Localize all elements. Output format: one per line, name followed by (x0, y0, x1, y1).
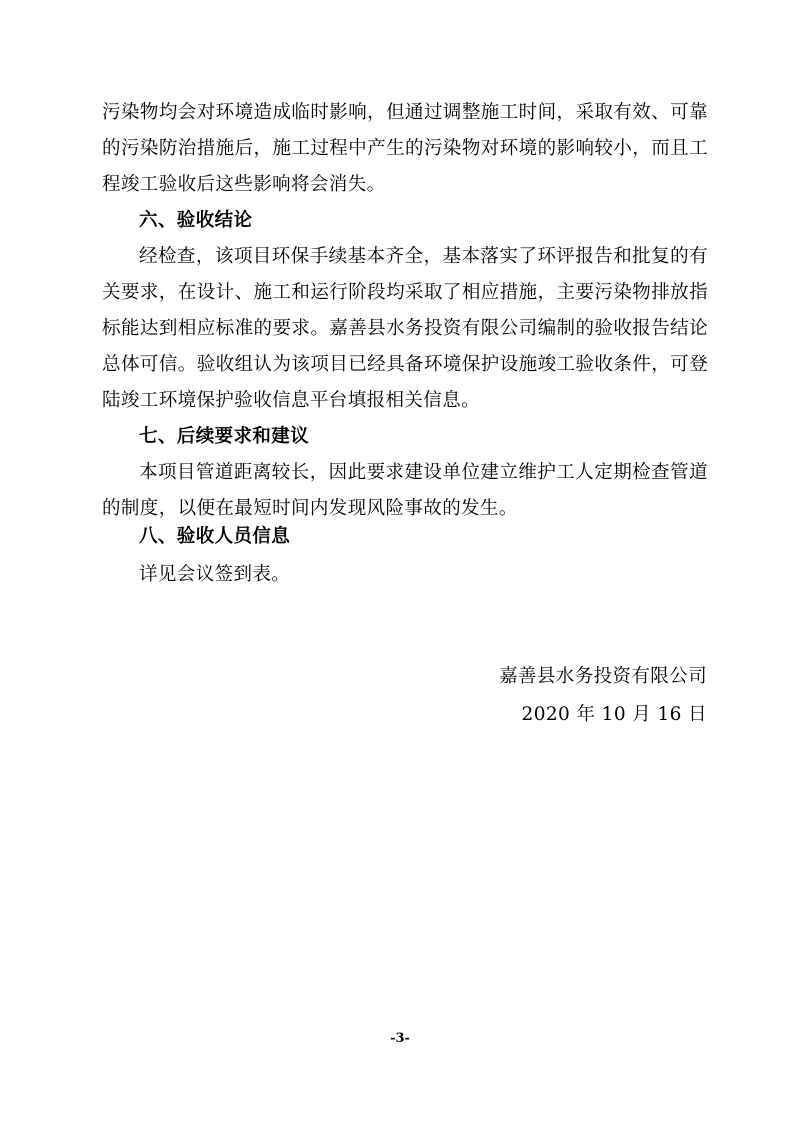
section-8-heading: 八、验收人员信息 (139, 526, 291, 547)
signature-date: 2020 年 10 月 16 日 (521, 704, 707, 725)
section-7-body: 本项目管道距离较长，因此要求建设单位建立维护工人定期检查管道的制度，以便在最短时间内发现风险事故的发生。 (102, 462, 708, 519)
section-7-heading: 七、后续要求和建议 (139, 426, 310, 447)
signature-organization: 嘉善县水务投资有限公司 (499, 666, 707, 687)
intro-paragraph: 污染物均会对环境造成临时影响，但通过调整施工时间，采取有效、可靠的污染防治措施后，施工过程中产生的污染物对环境的影响较小，而且工程竣工验收后这些影响将会消失。 (102, 102, 708, 195)
section-6-body: 经检查，该项目环保手续基本齐全，基本落实了环评报告和批复的有关要求，在设计、施工和运行阶段均采取了相应措施，主要污染物排放指标能达到相应标准的要求。嘉善县水务投资有限公司编制的验收报告结论总体可信。验收组认为该项目已经具备环境保护设施竣工验收条件，可登陆竣工环境保护验收信息平台填报相关信息。 (102, 246, 708, 411)
section-8-body: 详见会议签到表。 (139, 564, 291, 585)
page-number: -3- (390, 1031, 410, 1046)
section-6-heading: 六、验收结论 (139, 210, 253, 231)
